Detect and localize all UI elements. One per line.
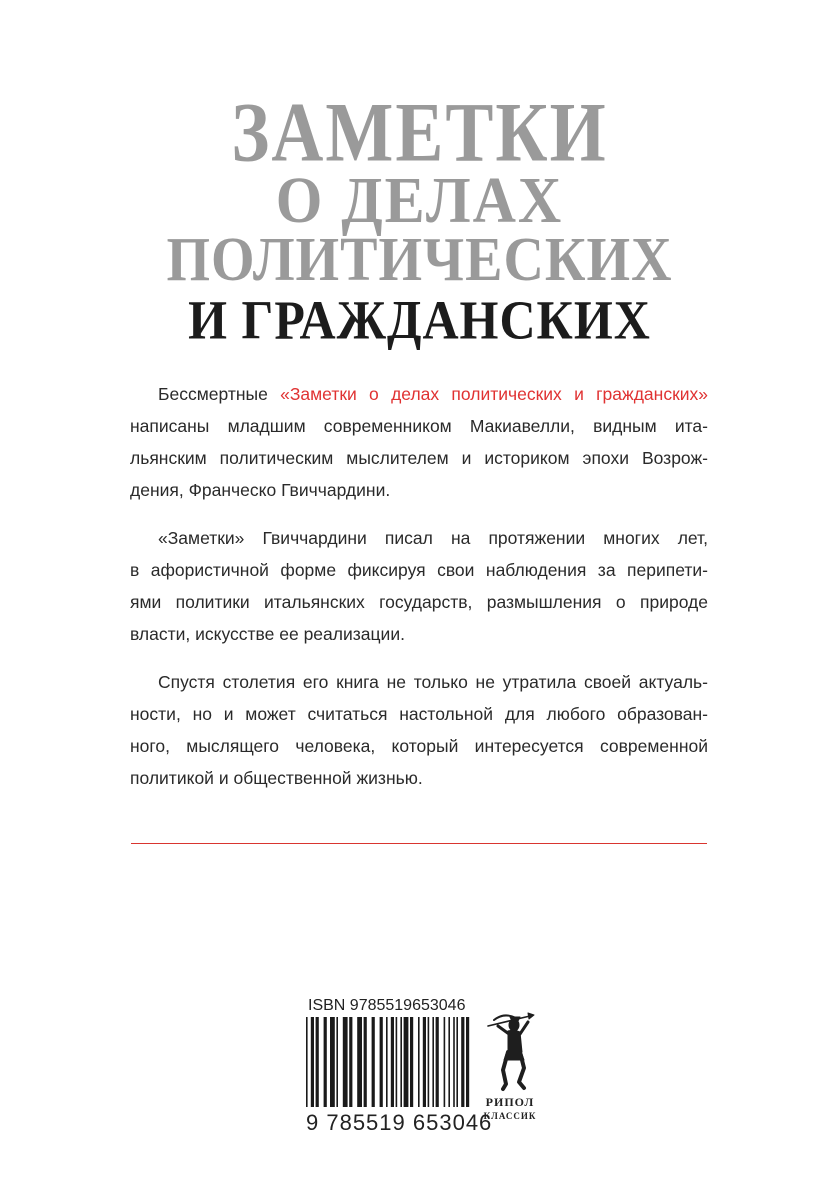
paragraph-line: «Заметки» Гвиччардини писал на протяжении многих лет, [158, 528, 708, 548]
paragraph-line: власти, искусстве ее реализации. [130, 624, 405, 644]
barcode-bar [404, 1017, 409, 1107]
book-title-quote: «Заметки о делах политических и гражданских» [280, 384, 708, 404]
barcode-bar [343, 1017, 348, 1107]
barcode-bar [364, 1017, 367, 1107]
barcode-bar [423, 1017, 426, 1107]
paragraph-line: в афористичной форме фиксируя свои наблюдения за перипети- [130, 560, 708, 580]
barcode-bar [444, 1017, 446, 1107]
paragraph-1 [130, 378, 708, 506]
barcode-bar [428, 1017, 430, 1107]
title-line-2: О ДЕЛАХ [275, 163, 564, 237]
barcode-bar [311, 1017, 314, 1107]
barcode-bar [349, 1017, 352, 1107]
paragraph-line: политикой и общественной жизнью. [130, 768, 423, 788]
paragraph-line: Спустя столетия его книга не только не утратила своей актуаль- [158, 672, 708, 692]
barcode-digits: 9 785519 653046 [306, 1110, 493, 1135]
paragraph-line: дения, Франческо Гвиччардини. [130, 480, 391, 500]
title-line-4: И ГРАЖДАНСКИХ [188, 289, 651, 351]
paragraph-line: ного, мыслящего человека, который интересуется современной [130, 736, 708, 756]
barcode-bar [336, 1017, 338, 1107]
lead-text: Бессмертные [158, 384, 281, 404]
barcode-bar [330, 1017, 335, 1107]
barcode-icon [304, 1017, 476, 1109]
barcode-bar [453, 1017, 455, 1107]
red-divider [131, 843, 707, 844]
barcode-bar [461, 1017, 464, 1107]
paragraph-line: ности, но и может считаться настольной для любого образован- [130, 704, 708, 724]
paragraph-line: льянским политическим мыслителем и историком эпохи Возрож- [130, 448, 708, 468]
barcode-bar [432, 1017, 434, 1107]
barcode-bar [436, 1017, 439, 1107]
barcode-bar [400, 1017, 402, 1107]
barcode-bar [357, 1017, 362, 1107]
barcode-bar [386, 1017, 388, 1107]
paragraph-line [130, 378, 708, 410]
title-line-3: ПОЛИТИЧЕСКИХ [166, 225, 673, 295]
archer-icon [470, 1000, 550, 1095]
title-line-1: ЗАМЕТКИ [231, 84, 608, 180]
barcode-bar [466, 1017, 469, 1107]
barcode-bar [396, 1017, 398, 1107]
paragraph-line: написаны младшим современником Макиавелли, видным ита- [130, 416, 708, 436]
barcode-bar [316, 1017, 319, 1107]
paragraph-2 [130, 522, 708, 650]
paragraph-line: ями политики итальянских государств, размышления о природе [130, 592, 708, 612]
publisher-name: РИПОЛ [485, 1095, 535, 1109]
paragraph-3 [130, 666, 708, 794]
barcode-bar [456, 1017, 458, 1107]
barcode-bar [391, 1017, 394, 1107]
barcode-bar [306, 1017, 308, 1107]
barcode-bar [410, 1017, 413, 1107]
barcode-bar [372, 1017, 375, 1107]
barcode-bar [324, 1017, 327, 1107]
barcode-bar [380, 1017, 383, 1107]
barcode-bar [448, 1017, 450, 1107]
barcode-bar [418, 1017, 420, 1107]
publisher-subtitle: КЛАССИК [483, 1111, 537, 1121]
isbn-label: ISBN 9785519653046 [308, 997, 466, 1014]
